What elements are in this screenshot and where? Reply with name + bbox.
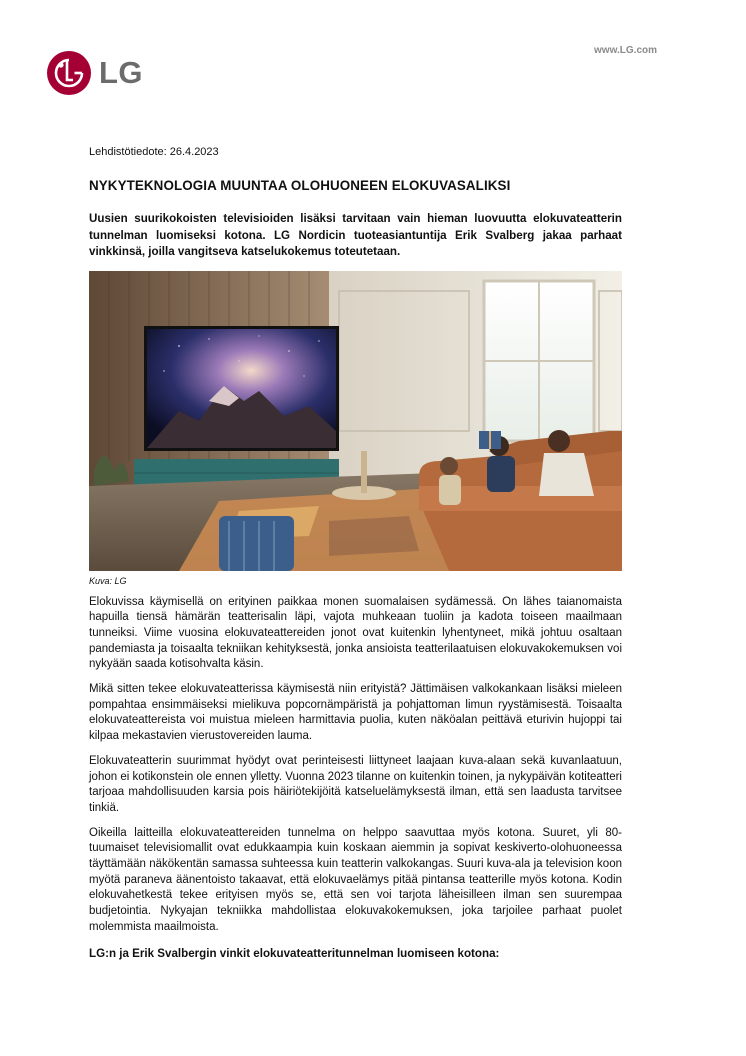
tips-heading: LG:n ja Erik Svalbergin vinkit elokuvateatteritunnelman luomiseen kotona:: [89, 946, 500, 960]
release-date: Lehdistötiedote: 26.4.2023: [89, 146, 219, 158]
living-room-photo: [89, 271, 622, 571]
press-release: [89, 146, 622, 960]
body-paragraph: Mikä sitten tekee elokuvateatterissa käymisestä niin erityistä? Jättimäisen valkokankaan lisäksi mieleen pompahtaa ensimmäiseksi mielikuva popcornämpäristä ja pohjattoman limun ryystämisestä. Toisaalta elokuvateattereista voi muistua mieleen harmittavia puolia, kuten näköalan peittävä eturivin hujoppi tai kilpaa mekastavien vierustovereiden lauma.: [89, 683, 622, 743]
image-caption: Kuva: LG: [89, 575, 127, 586]
lg-logo: [46, 50, 143, 96]
body-paragraph: Oikeilla laitteilla elokuvateattereiden tunnelma on helppo saavuttaa myös kotona. Suuret, yli 80-tuumaiset televisiomallit ovat edukkaampia kuin koskaan aiemmin ja sopivat keskiverto-olohuoneessa täyttämään näkökentän samassa suhteessa kuin teatterin valkokangas. Suuri kuva-ala ja television koon myötä paraneva äänentoisto takaavat, että elokuvaelämys pitää pintansa teatterille myös kotona. Kodin elokuvahetkestä tekee erityisen myös se, että sen voi tarjota läheisilleen ilman sen suurempaa budjetointia. Nykyajan tekniikka mahdollistaa elokuvakokemuksen, joka tarjoilee parhaat puolet molemmista maailmoista.: [89, 826, 622, 933]
website-link[interactable]: www.LG.com: [594, 45, 657, 56]
body-paragraph: Elokuvateatterin suurimmat hyödyt ovat perinteisesti liittyneet laajaan kuva-alaan sekä kuvanlaatuun, johon ei kotikonstein ole ennen ylletty. Vuonna 2023 tilanne on kuitenkin toinen, ja nykypäivän kotiteatteri tarjoaa mahdollisuuden karsia pois häiriötekijöitä katseluelämyksestä ilman, että sen laadusta tarvitsee tinkiä.: [89, 754, 622, 814]
logo-wordmark: LG: [99, 55, 144, 90]
body-paragraph: Elokuvissa käymisellä on erityinen paikkaa monen suomalaisen sydämessä. On lähes taianomaista hapuilla tiensä hämärän teatterisalin läpi, vajota muhkeaan tuoliin ja kadota toiseen maailmaan tunneiksi. Viime vuosina elokuvateattereiden jonot ovat kuitenkin lyhentyneet, mikä johtuu osaltaan pandemiasta ja toisaalta tekniikan kehityksestä, jonka ansioista teatterilaatuisen elokuvakokemuksen voi nykyään saada kotisohvalta käsin.: [89, 595, 622, 671]
lg-face-icon: [46, 50, 92, 96]
lead-paragraph: Uusien suurikokoisten televisioiden lisäksi tarvitaan vain hieman luovuutta elokuvateatterin tunnelman luomiseksi kotona. LG Nordicin tuoteasiantuntija Erik Svalberg jakaa parhaat vinkkinsä, joilla vangitseva katselukokemus toteutetaan.: [89, 212, 622, 258]
page-title: NYKYTEKNOLOGIA MUUNTAA OLOHUONEEN ELOKUVASALIKSI: [89, 178, 511, 193]
